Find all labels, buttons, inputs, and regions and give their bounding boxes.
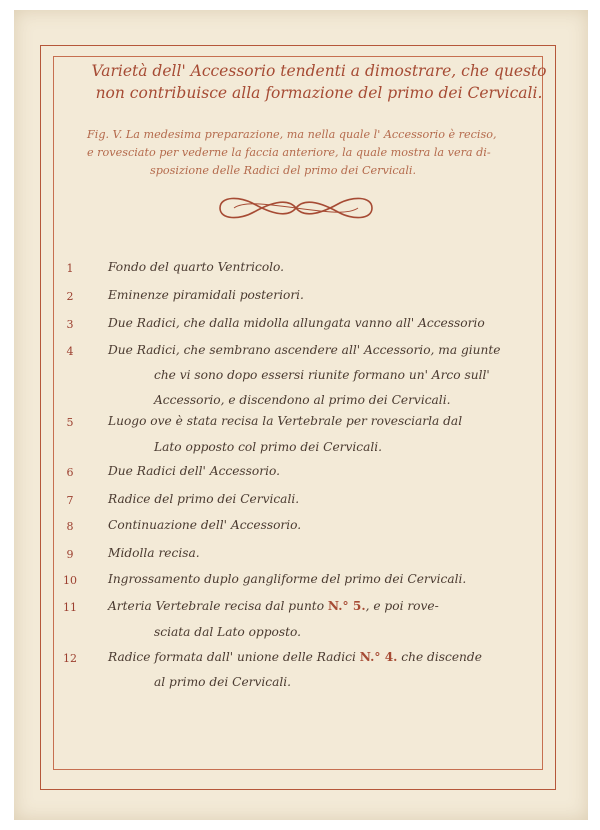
list-item: Midolla recisa. — [108, 546, 200, 560]
item-number: 5 — [66, 416, 74, 429]
item-number: 9 — [66, 548, 74, 561]
list-item-text: Arteria Vertebrale recisa dal punto — [108, 599, 325, 613]
list-item-text: che discende — [397, 650, 482, 664]
list-item: Continuazione dell' Accessorio. — [108, 518, 302, 532]
item-number: 2 — [66, 290, 74, 303]
item-number: 8 — [66, 520, 74, 533]
list-item — [108, 599, 439, 613]
title-line-2: non contribuisce alla formazione del primo dei Cervicali. — [95, 84, 543, 102]
list-item-text: , e poi rove- — [365, 599, 439, 613]
list-item: Luogo ove è stata recisa la Vertebrale per rovesciarla dal — [108, 414, 463, 428]
list-item: Due Radici, che sembrano ascendere all' Accessorio, ma giunte — [108, 343, 501, 357]
title-line-1: Varietà dell' Accessorio tendenti a dimostrare, che questo — [91, 62, 547, 80]
list-item: Ingrossamento duplo gangliforme del primo dei Cervicali. — [108, 572, 467, 586]
reference-number: N.° 4. — [359, 650, 398, 664]
decorative-flourish-icon — [214, 188, 378, 228]
item-number: 11 — [63, 601, 77, 614]
list-item: Radice del primo dei Cervicali. — [108, 492, 300, 506]
list-item-continuation: che vi sono dopo essersi riunite formano un' Arco sull' — [154, 368, 490, 382]
list-item-continuation: sciata dal Lato opposto. — [154, 625, 302, 639]
item-number: 4 — [66, 345, 74, 358]
item-number: 1 — [66, 262, 74, 275]
list-item: Due Radici, che dalla midolla allungata vanno all' Accessorio — [108, 316, 485, 330]
item-number: 12 — [63, 652, 77, 665]
caption-line-1: Fig. V. La medesima preparazione, ma nella quale l' Accessorio è reciso, — [87, 128, 497, 141]
list-item-continuation: al primo dei Cervicali. — [154, 675, 292, 689]
item-number: 6 — [66, 466, 74, 479]
reference-number: N.° 5. — [327, 599, 366, 613]
caption-line-3: sposizione delle Radici del primo dei Cervicali. — [150, 164, 417, 177]
caption-line-2: e rovesciato per vederne la faccia anteriore, la quale mostra la vera di- — [87, 146, 491, 159]
item-number: 3 — [66, 318, 74, 331]
list-item — [108, 650, 482, 664]
list-item: Eminenze piramidali posteriori. — [108, 288, 304, 302]
list-item-continuation: Lato opposto col primo dei Cervicali. — [154, 440, 383, 454]
item-number: 7 — [66, 494, 74, 507]
list-item: Due Radici dell' Accessorio. — [108, 464, 280, 478]
list-item-continuation: Accessorio, e discendono al primo dei Cervicali. — [154, 393, 451, 407]
list-item: Fondo del quarto Ventricolo. — [108, 260, 285, 274]
list-item-text: Radice formata dall' unione delle Radici — [108, 650, 356, 664]
item-number: 10 — [63, 574, 77, 587]
